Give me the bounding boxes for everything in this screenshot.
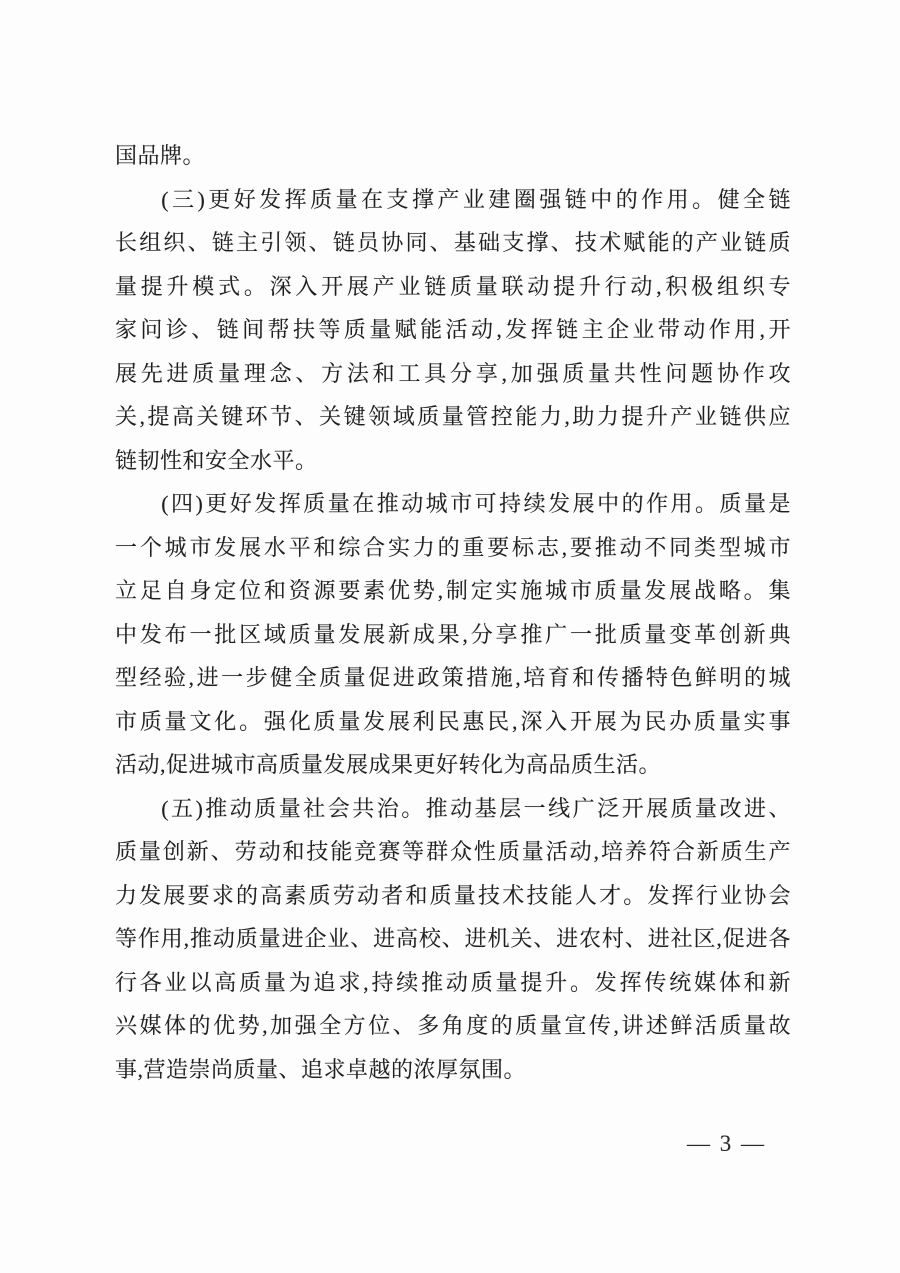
text-line: 兴媒体的优势,加强全方位、多角度的质量宣传,讲述鲜活质量故 <box>115 1013 791 1038</box>
text-line: (三)更好发挥质量在支撑产业建圈强链中的作用。健全链 <box>161 186 791 212</box>
text-line: 长组织、链主引领、链员协同、基础支撑、技术赋能的产业链质 <box>115 230 791 255</box>
text-line: 展先进质量理念、方法和工具分享,加强质量共性问题协作攻 <box>115 360 791 386</box>
text-line: 家问诊、链间帮扶等质量赋能活动,发挥链主企业带动作用,开 <box>115 317 791 342</box>
text-line: 链韧性和安全水平。 <box>115 447 318 473</box>
text-line: 等作用,推动质量进企业、进高校、进机关、进农村、进社区,促进各 <box>115 926 791 951</box>
text-line: 质量创新、劳动和技能竞赛等群众性质量活动,培养符合新质生产 <box>115 839 791 864</box>
text-line: 中发布一批区域质量发展新成果,分享推广一批质量变革创新典 <box>115 621 791 647</box>
text-line: 关,提高关键环节、关键领域质量管控能力,助力提升产业链供应 <box>115 404 791 429</box>
text-line: 市质量文化。强化质量发展利民惠民,深入开展为民办质量实事 <box>115 708 791 734</box>
document-body <box>115 134 791 1091</box>
text-line: 事,营造崇尚质量、追求卓越的浓厚氛围。 <box>115 1056 527 1082</box>
text-line: 行各业以高质量为追求,持续推动质量提升。发挥传统媒体和新 <box>115 969 791 995</box>
text-line: 量提升模式。深入开展产业链质量联动提升行动,积极组织专 <box>115 273 791 299</box>
text-line: (五)推动质量社会共治。推动基层一线广泛开展质量改进、 <box>161 795 791 821</box>
text-line: 立足自身定位和资源要素优势,制定实施城市质量发展战略。集 <box>115 578 791 603</box>
page-number: — 3 — <box>687 1131 766 1156</box>
text-line: 型经验,进一步健全质量促进政策措施,培育和传播特色鲜明的城 <box>115 665 791 690</box>
text-line: 一个城市发展水平和综合实力的重要标志,要推动不同类型城市 <box>115 534 791 560</box>
text-line: 活动,促进城市高质量发展成果更好转化为高品质生活。 <box>115 752 662 777</box>
text-line: (四)更好发挥质量在推动城市可持续发展中的作用。质量是 <box>161 491 791 516</box>
text-line: 力发展要求的高素质劳动者和质量技术技能人才。发挥行业协会 <box>115 882 791 908</box>
text-line: 国品牌。 <box>115 143 206 168</box>
